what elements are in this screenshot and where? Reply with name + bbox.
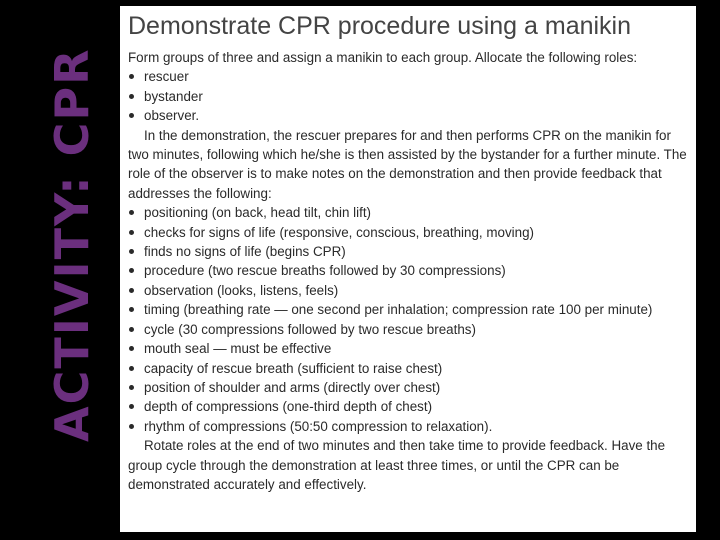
list-item: observation (looks, listens, feels) (128, 281, 688, 300)
bullet-icon (129, 74, 134, 79)
list-item: procedure (two rescue breaths followed by 30 compressions) (128, 261, 688, 280)
list-item: rhythm of compressions (50:50 compression to relaxation). (128, 417, 688, 436)
list-item: checks for signs of life (responsive, conscious, breathing, moving) (128, 223, 688, 242)
bullet-icon (129, 307, 134, 312)
list-item: bystander (128, 87, 688, 106)
bullet-icon (129, 385, 134, 390)
list-item: observer. (128, 106, 688, 125)
bullet-icon (129, 366, 134, 371)
closing-paragraph: Rotate roles at the end of two minutes and then take time to provide feedback. Have the group cycle through the demonstration at least three times, or until the CPR can be demonstrated accurately and effectively. (128, 438, 666, 492)
intro-text: Form groups of three and assign a manikin to each group. Allocate the following roles: (128, 50, 638, 65)
bullet-icon (129, 268, 134, 273)
bullet-icon (129, 94, 134, 99)
bullet-icon (129, 288, 134, 293)
bullet-icon (129, 230, 134, 235)
list-item: rescuer (128, 67, 688, 86)
list-item: timing (breathing rate — one second per inhalation; compression rate 100 per minute) (128, 300, 688, 319)
bullet-icon (129, 249, 134, 254)
list-item: finds no signs of life (begins CPR) (128, 242, 688, 261)
bullet-icon (129, 113, 134, 118)
list-item: positioning (on back, head tilt, chin lift) (128, 203, 688, 222)
bullet-icon (129, 210, 134, 215)
list-item: position of shoulder and arms (directly over chest) (128, 378, 688, 397)
list-item: cycle (30 compressions followed by two rescue breaths) (128, 320, 688, 339)
activity-side-title: ACTIVITY: CPR (45, 47, 99, 442)
roles-list (128, 67, 688, 125)
bullet-icon (129, 346, 134, 351)
list-item: depth of compressions (one-third depth of chest) (128, 397, 688, 416)
bullet-icon (129, 327, 134, 332)
document-title: Demonstrate CPR procedure using a manikin (128, 12, 632, 40)
demonstration-paragraph: In the demonstration, the rescuer prepares for and then performs CPR on the manikin for two minutes, following which he/she is then assisted by the bystander for a further minute. The role of the observer is to make notes on the demonstration and then provide feedback that addresses the following: (128, 127, 687, 201)
list-item: mouth seal — must be effective (128, 339, 688, 358)
bullet-icon (129, 404, 134, 409)
list-item: capacity of rescue breath (sufficient to raise chest) (128, 359, 688, 378)
bullet-icon (129, 424, 134, 429)
feedback-list (128, 203, 688, 436)
document-page (120, 6, 696, 532)
